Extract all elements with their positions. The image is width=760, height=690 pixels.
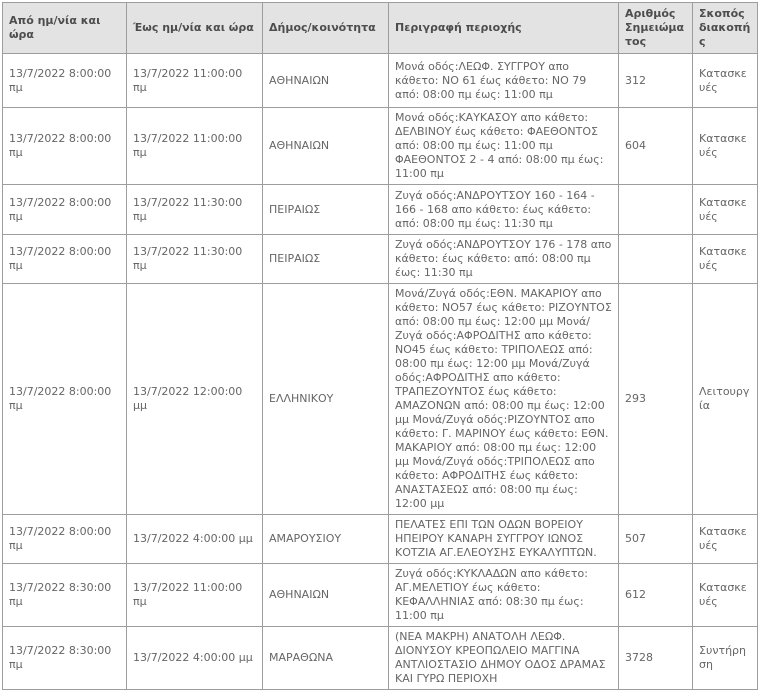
cell-area-description: Ζυγά οδός:ΑΝΔΡΟΥΤΣΟΥ 176 - 178 απο κάθετο: έως κάθετο: από: 08:00 πμ έως: 11:30 πμ [389,235,619,284]
cell-from-datetime: 13/7/2022 8:00:00 πμ [3,515,127,564]
cell-municipality: ΜΑΡΑΘΩΝΑ [263,627,389,690]
cell-from-datetime: 13/7/2022 8:00:00 πμ [3,185,127,235]
cell-from-datetime: 13/7/2022 8:00:00 πμ [3,235,127,284]
cell-outage-purpose: Κατασκευές [693,54,758,108]
cell-from-datetime: 13/7/2022 8:30:00 πμ [3,627,127,690]
column-header-note-number: Αριθμός Σημειώματος [619,3,693,54]
cell-outage-purpose: Συντήρηση [693,627,758,690]
cell-municipality: ΠΕΙΡΑΙΩΣ [263,185,389,235]
cell-area-description: (ΝΕΑ ΜΑΚΡΗ) ΑΝΑΤΟΛΗ ΛΕΩΦ. ΔΙΟΝΥΣΟΥ ΚΡΕΟΠΩΛΕΙΟ ΜΑΓΓΙΝΑ ΑΝΤΛΙΟΣΤΑΣΙΟ ΔΗΜΟΥ ΟΔΟΣ ΔΡΑΜΑΣ ΚΑΙ ΓΥΡΩ ΠΕΡΙΟΧΗ [389,627,619,690]
cell-area-description: Μονά/Ζυγά οδός:ΕΘΝ. ΜΑΚΑΡΙΟΥ απο κάθετο: ΝΟ57 έως κάθετο: ΡΙΖΟΥΝΤΟΣ από: 08:00 πμ έως: 12:00 μμ Μονά/Ζυγά οδός:ΑΦΡΟΔΙΤΗΣ απο κάθετο: ΝΟ45 έως κάθετο: ΤΡΙΠΟΛΕΩΣ από: 08:00 πμ έως: 12:00 μμ Μονά/Ζυγά οδός:ΑΦΡΟΔΙΤΗΣ απο κάθετο: ΤΡΑΠΕΖΟΥΝΤΟΣ έως κάθετο: ΑΜΑΖΟΝΩΝ από: 08:00 πμ έως: 12:00 μμ Μονά/Ζυγά οδός:ΡΙΖΟΥΝΤΟΣ απο κάθετο: Γ. ΜΑΡΙΝΟΥ έως κάθετο: ΕΘΝ. ΜΑΚΑΡΙΟΥ από: 08:00 πμ έως: 12:00 μμ Μονά/Ζυγά οδός:ΤΡΙΠΟΛΕΩΣ απο κάθετο: ΑΦΡΟΔΙΤΗΣ έως κάθετο: ΑΝΑΣΤΑΣΕΩΣ από: 08:00 πμ έως: 12:00 μμ [389,284,619,515]
column-header-outage-purpose: Σκοπός διακοπής [693,3,758,54]
cell-note-number: 3728 [619,627,693,690]
cell-to-datetime: 13/7/2022 11:00:00 πμ [127,108,263,185]
cell-to-datetime: 13/7/2022 11:00:00 πμ [127,564,263,627]
column-header-to-datetime: Έως ημ/νία και ώρα [127,3,263,54]
cell-outage-purpose: Κατασκευές [693,235,758,284]
cell-note-number: 293 [619,284,693,515]
cell-area-description: Μονά οδός:ΚΑΥΚΑΣΟΥ απο κάθετο: ΔΕΛΒΙΝΟΥ έως κάθετο: ΦΑΕΘΟΝΤΟΣ από: 08:00 πμ έως: 11:00 πμ ΦΑΕΘΟΝΤΟΣ 2 - 4 από: 08:00 πμ έως: 11:00 πμ [389,108,619,185]
cell-from-datetime: 13/7/2022 8:00:00 πμ [3,284,127,515]
cell-outage-purpose: Λειτουργία [693,284,758,515]
cell-municipality: ΑΘΗΝΑΙΩΝ [263,108,389,185]
column-header-municipality: Δήμος/κοινότητα [263,3,389,54]
cell-note-number [619,185,693,235]
cell-note-number: 612 [619,564,693,627]
cell-from-datetime: 13/7/2022 8:30:00 πμ [3,564,127,627]
table-header-row [3,3,758,54]
table-row [3,564,758,627]
cell-note-number: 312 [619,54,693,108]
cell-to-datetime: 13/7/2022 11:00:00 πμ [127,54,263,108]
cell-note-number: 507 [619,515,693,564]
cell-outage-purpose: Κατασκευές [693,564,758,627]
cell-to-datetime: 13/7/2022 4:00:00 μμ [127,515,263,564]
cell-to-datetime: 13/7/2022 11:30:00 πμ [127,235,263,284]
table-row [3,235,758,284]
column-header-from-datetime: Από ημ/νία και ώρα [3,3,127,54]
cell-municipality: ΠΕΙΡΑΙΩΣ [263,235,389,284]
cell-from-datetime: 13/7/2022 8:00:00 πμ [3,54,127,108]
cell-to-datetime: 13/7/2022 11:30:00 πμ [127,185,263,235]
cell-municipality: ΕΛΛΗΝΙΚΟΥ [263,284,389,515]
cell-to-datetime: 13/7/2022 12:00:00 μμ [127,284,263,515]
column-header-area-description: Περιγραφή περιοχής [389,3,619,54]
table-row [3,108,758,185]
table-row [3,627,758,690]
cell-municipality: ΑΘΗΝΑΙΩΝ [263,564,389,627]
table-row [3,515,758,564]
cell-area-description: ΠΕΛΑΤΕΣ ΕΠΙ ΤΩΝ ΟΔΩΝ ΒΟΡΕΙΟΥ ΗΠΕΙΡΟΥ ΚΑΝΑΡΗ ΣΥΓΓΡΟΥ ΙΩΝΟΣ ΚΟΤΖΙΑ ΑΓ.ΕΛΕΟΥΣΗΣ ΕΥΚΑΛΥΠΤΩΝ. [389,515,619,564]
cell-note-number: 604 [619,108,693,185]
cell-outage-purpose: Κατασκευές [693,185,758,235]
cell-area-description: Ζυγά οδός:ΑΝΔΡΟΥΤΣΟΥ 160 - 164 - 166 - 168 απο κάθετο: έως κάθετο: από: 08:00 πμ έως: 11:30 πμ [389,185,619,235]
cell-area-description: Μονά οδός:ΛΕΩΦ. ΣΥΓΓΡΟΥ απο κάθετο: ΝΟ 61 έως κάθετο: ΝΟ 79 από: 08:00 πμ έως: 11:00 πμ [389,54,619,108]
cell-from-datetime: 13/7/2022 8:00:00 πμ [3,108,127,185]
table-row [3,185,758,235]
cell-outage-purpose: Κατασκευές [693,515,758,564]
cell-municipality: ΑΘΗΝΑΙΩΝ [263,54,389,108]
cell-to-datetime: 13/7/2022 4:00:00 μμ [127,627,263,690]
table-row [3,54,758,108]
cell-outage-purpose: Κατασκευές [693,108,758,185]
cell-area-description: Ζυγά οδός:ΚΥΚΛΑΔΩΝ απο κάθετο: ΑΓ.ΜΕΛΕΤΙΟΥ έως κάθετο: ΚΕΦΑΛΛΗΝΙΑΣ από: 08:30 πμ έως: 11:00 πμ [389,564,619,627]
table-row [3,284,758,515]
cell-note-number [619,235,693,284]
cell-municipality: ΑΜΑΡΟΥΣΙΟΥ [263,515,389,564]
outage-schedule-table [2,2,758,690]
